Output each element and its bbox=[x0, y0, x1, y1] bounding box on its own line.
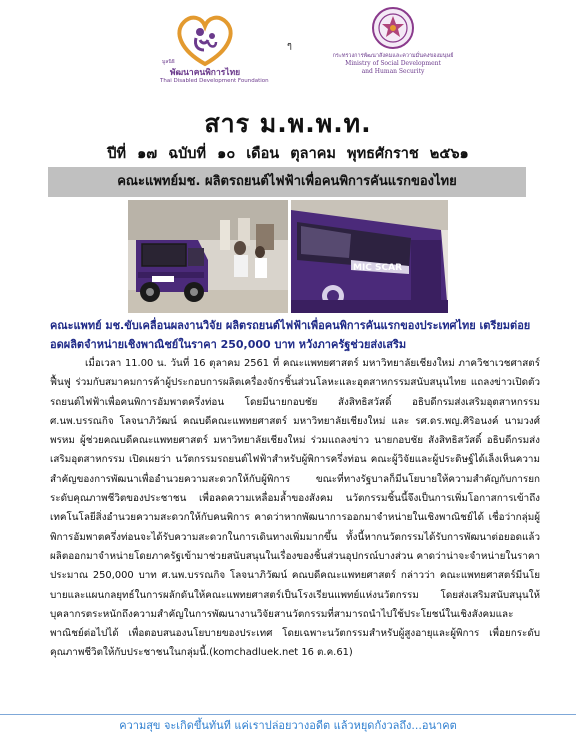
headline-text: คณะแพทย์มช. ผลิตรถยนต์ไฟฟ้าเพื่อคนพิการคันแรกของไทย bbox=[117, 174, 457, 189]
foundation-logo bbox=[160, 10, 269, 100]
letterhead bbox=[0, 0, 576, 100]
article-lead: คณะแพทย์ มช.ขับเคลื่อนผลงานวิจัย ผลิตรถยนต์ไฟฟ้าเพื่อคนพิการคันแรกของประเทศไทย เตรียมต่อยอดผลิตจำหน่ายเชิงพาณิชย์ในราคา 250,000 บาท หวังภาครัฐช่วยส่งเสริม bbox=[50, 319, 531, 351]
issue-line: ปีที่ ๑๗ ฉบับที่ ๑๐ เดือน ตุลาคม พุทธศักราช ๒๕๖๑ bbox=[107, 146, 469, 162]
van-photo-1-graphic bbox=[128, 200, 288, 313]
ministry-seal-icon bbox=[371, 6, 415, 50]
foundation-name-small: มูลนิธิ bbox=[162, 59, 175, 65]
ministry-name-th: กระทรวงการพัฒนาสังคมและความมั่นคงของมนุษย์ bbox=[332, 53, 454, 59]
photo-van-closeup bbox=[291, 200, 448, 313]
newsletter-title: สาร ม.พ.พ.ท. bbox=[204, 109, 372, 138]
van-photo-2-graphic bbox=[291, 200, 448, 313]
photo-van-indoor bbox=[128, 200, 288, 313]
footer-divider bbox=[0, 714, 576, 715]
ministry-logo bbox=[318, 6, 468, 96]
article-body: เมื่อเวลา 11.00 น. วันที่ 16 ตุลาคม 2561 ที่ คณะแพทยศาสตร์ มหาวิทยาลัยเชียงใหม่ ภาควิชาเวชศาสตร์ฟื้นฟู ร่วมกับสมาคมการค้าผู้ประกอบการผลิตเครื่องจักรชิ้นส่วนโลหะและอุตสาหกรรมสนับสนุนไทย แถลงข่าวเปิดตัวรถยนต์ไฟฟ้าเพื่อคนพิการอัมพาตครึ่งท่อน โดยมีนายกอบชัย สังสิทธิสวัสดิ์ อธิบดีกรมส่งเสริมอุตสาหกรรม ศ.นพ.บรรณกิจ โลจนาภิวัฒน์ คณบดีคณะแพทยศาสตร์ มหาวิทยาลัยเชียงใหม่ และ รศ.ดร.พญ.ศิริอนงค์ นามวงศ์พรหม ผู้ช่วยคณบดีคณะแพทยศาสตร์ มหาวิทยาลัยเชียงใหม่ ร่วมแถลงข่าว นายกอบชัย สังสิทธิสวัสดิ์ อธิบดีกรมส่งเสริมอุตสาหกรรม เปิดเผยว่า นวัตกรรมรถยนต์ไฟฟ้าสำหรับผู้พิการครึ่งท่อน คณะผู้วิจัยและผู้ประดิษฐ์ได้เล็งเห็นความสำคัญของการพัฒนาเพื่ออำนวยความสะดวกให้กับผู้พิการ ขณะที่ทางรัฐบาลก็มีนโยบายให้ความสำคัญกับการยกระดับคุณภาพชีวิตของประชาชน เพื่อลดความเหลื่อมล้ำของสังคม นวัตกรรมชิ้นนี้จึงเป็นการเพิ่มโอกาสการเข้าถึงเทคโนโลยีสิ่งอำนวยความสะดวกให้กับคนพิการ คาดว่าหากพัฒนาการออกมาจำหน่ายในเชิงพาณิชย์ได้ เชื่อว่ากลุ่มผู้พิการอัมพาตครึ่งท่อนจะได้รับความสะดวกในการเดินทางเพิ่มมากขึ้น ทั้งนี้หากนวัตกรรมได้รับการพัฒนาต่อยอดแล้วผลิตออกมาจำหน่ายโดยภาครัฐเข้ามาช่วยสนับสนุนในเรื่องของชิ้นส่วนอุปกรณ์บางส่วน คาดว่าน่าจะจำหน่ายในราคาประมาณ 250,000 บาท ศ.นพ.บรรณกิจ โลจนาภิวัฒน์ คณบดีคณะแพทยศาสตร์ กล่าวว่า คณะแพทยศาสตร์มีนโยบายและแผนกลยุทธ์ในการผลักดันให้คณะแพทยศาสตร์เป็นโรงเรียนแพทย์แห่งนวัตกรรม โดยส่งเสริมสนับสนุนให้บุคลากรตระหนักถึงความสำคัญในการพัฒนางานวิจัยสานวัตกรรมที่สามารถนำไปใช้ประโยชน์ในเชิงสังคมและพาณิชย์ต่อไปได้ เพื่อตอบสนองนโยบายของประเทศ โดยเฉพาะนวัตกรรมสำหรับผู้สูงอายุและผู้พิการ เพื่อยกระดับคุณภาพชีวิตให้กับประชาชนในกลุ่มนี้.(komchadluek.net 16 ต.ค.61) bbox=[50, 358, 540, 659]
ministry-name-en-1: Ministry of Social Development bbox=[345, 60, 441, 67]
foundation-logo-icon bbox=[170, 10, 240, 68]
svg-text:MIC SCAR: MIC SCAR bbox=[353, 263, 403, 273]
headline-bar bbox=[48, 167, 526, 197]
header-mark: ๆ bbox=[287, 41, 292, 51]
foundation-name-th: พัฒนาคนพิการไทย bbox=[169, 68, 241, 78]
footer-quote: ความสุข จะเกิดขึ้นทันที แค่เราปล่อยวางอดีต แล้วหยุดกังวลถึง...อนาคต bbox=[119, 719, 457, 732]
ministry-name-en-2: and Human Security bbox=[361, 68, 425, 75]
foundation-name-en: Thai Disabled Development Foundation bbox=[160, 78, 269, 84]
